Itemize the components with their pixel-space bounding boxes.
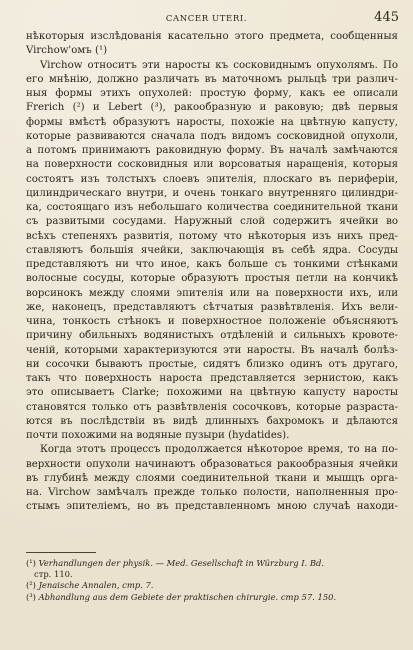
footnote-marker: (¹) xyxy=(26,558,36,568)
body-line: Virchow'омъ (¹) xyxy=(26,45,108,57)
footnote-3 xyxy=(26,592,398,603)
footnote-text: Abhandlung aus dem Gebiete der praktischen chirurgie. стр 57. 150. xyxy=(38,591,337,602)
footnote-divider xyxy=(26,552,96,553)
footnote-marker: (³) xyxy=(26,591,36,602)
body-line: на. Virchow замѣчалъ прежде только полости, наполненныя про- xyxy=(26,487,398,498)
body-line: съ развитыми сосудами. Наружный слой содержитъ ячейки во xyxy=(26,216,398,228)
body-line: стымъ эпителіемъ, но въ представленномъ мною случаѣ находи- xyxy=(26,501,398,513)
body-line: Frerich (²) и Lebert (³), ракообразную и раковую; двѣ первыя xyxy=(26,102,398,114)
body-line: нѣкоторыя изслѣдованія касательно этого предмета, сообщенныя xyxy=(26,31,398,42)
body-line: ворсинокъ между слоями эпителія или на поверхности ихъ, или xyxy=(26,287,398,299)
body-line: а потомъ принимаютъ раковидную форму. Въ началѣ замѣчаются xyxy=(26,145,398,156)
body-line: въ глубинѣ между слоями соединительной ткани и мышцъ орга- xyxy=(26,472,398,484)
body-line: же, наконецъ, представляютъ сѣтчатыя развѣтвленія. Ихъ вели- xyxy=(26,301,398,313)
body-line: ка, состоящаго изъ небольшаго количества соединительной ткани xyxy=(26,202,398,213)
footnote-1 xyxy=(26,558,398,569)
body-line: ставляютъ большія ячейки, заключающія въ себѣ ядра. Сосуды xyxy=(26,244,398,256)
body-line: становятся только отъ развѣтвленія сосочковъ, которые разраста- xyxy=(26,401,398,413)
body-line: ются въ послѣдствіи въ видѣ длинныхъ бахромокъ и дѣлаются xyxy=(26,415,398,427)
footnote-2 xyxy=(26,580,398,591)
body-line: волосные сосуды, которые образуютъ простыя петли на кончикѣ xyxy=(26,273,398,285)
body-line: это описываетъ Clarke; похожими на цвѣтную капусту наросты xyxy=(26,387,398,399)
body-line: ченій, которыми характеризуются эти наросты. Въ началѣ болѣз- xyxy=(26,344,398,356)
page-header xyxy=(0,10,413,26)
body-line: Когда этотъ процессъ продолжается нѣкоторое время, то на по- xyxy=(40,444,398,456)
body-line: причину обильныхъ водянистыхъ отдѣленій и сильныхъ кровоте- xyxy=(26,330,398,342)
body-line: состоятъ изъ толстыхъ слоевъ эпителія, плоскаго въ периферіи, xyxy=(26,173,398,185)
body-line: представляютъ ни что иное, какъ больше съ тонкими стѣнками xyxy=(26,259,398,270)
body-line: которые развиваются сначала подъ видомъ сосковидной опухоли, xyxy=(26,130,398,142)
body-line: почти похожими на водяные пузыри (hydatides). xyxy=(26,430,290,441)
body-line: ни сосочки бываютъ простые, сидятъ близко одинъ отъ другаго, xyxy=(26,358,398,370)
footnote-text: Jenaische Annalen, стр. 7. xyxy=(38,580,154,591)
page-number: 445 xyxy=(374,10,399,25)
body-line: Virchow относитъ эти наросты къ сосковиднымъ опухолямъ. По xyxy=(40,59,398,71)
body-line: чина, тонкость стѣнокъ и поверхностное положеніе объясняютъ xyxy=(26,316,398,327)
running-title: CANCER UTERI. xyxy=(165,14,248,24)
footnotes xyxy=(26,558,398,603)
body-line: его мнѣнію, должно различать въ маточномъ рыльцѣ три различ- xyxy=(26,73,398,85)
body-line: всѣхъ степеняхъ развитія, потому что нѣкоторыя изъ нихъ пред- xyxy=(26,230,398,242)
body-line: ныя формы этихъ опухолей: простую форму, какъ ее описали xyxy=(26,88,398,99)
footnote-marker: (²) xyxy=(26,580,36,591)
body-line: цилиндрическаго внутри, и очень тонкаго внутренняго цилиндри- xyxy=(26,187,398,199)
body-line: на поверхности сосковидныя или ворсоватыя наращенія, которыя xyxy=(26,159,398,171)
footnote-1-continuation: стр. 110. xyxy=(34,569,73,580)
body-line: верхности опухоли начинаютъ образоваться ракообразныя ячейки xyxy=(26,458,398,470)
body-line: такъ что поверхность нароста представляется зернистою, какъ xyxy=(26,373,398,384)
body-text xyxy=(26,30,398,515)
body-line: формы вмѣстѣ образуютъ наросты, похожіе на цвѣтную капусту, xyxy=(26,116,398,128)
footnote-text: Verhandlungen der physik. — Med. Gesellschaft in Würzburg I. Bd. xyxy=(38,558,325,568)
